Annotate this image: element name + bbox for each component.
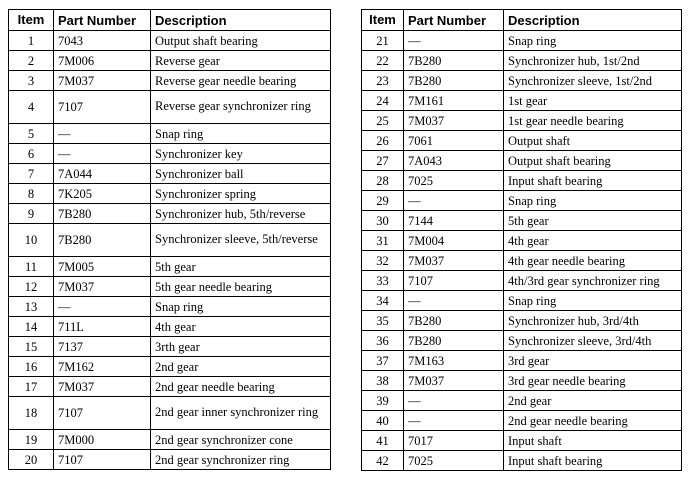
item-number-cell: 4 — [9, 91, 54, 124]
description-cell: Snap ring — [151, 297, 331, 317]
item-number-cell: 20 — [9, 450, 54, 470]
description-cell: Snap ring — [504, 31, 682, 51]
description-cell: 3rd gear needle bearing — [504, 371, 682, 391]
item-number-cell: 11 — [9, 257, 54, 277]
description-cell: 5th gear needle bearing — [151, 277, 331, 297]
table-row — [9, 124, 331, 144]
part-number-cell: 7M005 — [54, 257, 151, 277]
description-cell: Synchronizer sleeve, 1st/2nd — [504, 71, 682, 91]
item-number-cell: 35 — [362, 311, 404, 331]
item-number-cell: 1 — [9, 31, 54, 51]
part-number-cell: 7B280 — [404, 331, 504, 351]
description-cell: 2nd gear needle bearing — [151, 377, 331, 397]
part-number-cell: 711L — [54, 317, 151, 337]
description-cell: Reverse gear — [151, 51, 331, 71]
item-number-cell: 17 — [9, 377, 54, 397]
item-number-cell: 38 — [362, 371, 404, 391]
description-cell: Output shaft bearing — [504, 151, 682, 171]
description-cell: 3rth gear — [151, 337, 331, 357]
parts-table-right — [361, 9, 682, 471]
table-row — [9, 317, 331, 337]
part-number-cell: — — [404, 391, 504, 411]
item-number-cell: 13 — [9, 297, 54, 317]
description-cell: 1st gear needle bearing — [504, 111, 682, 131]
part-number-cell: 7061 — [404, 131, 504, 151]
table-row — [9, 297, 331, 317]
table-row — [9, 31, 331, 51]
part-number-cell: 7025 — [404, 451, 504, 471]
table-row — [9, 357, 331, 377]
table-row — [362, 211, 682, 231]
table-row — [9, 377, 331, 397]
description-cell: 2nd gear synchronizer cone — [151, 430, 331, 450]
table-row — [9, 430, 331, 450]
item-number-cell: 33 — [362, 271, 404, 291]
table-row — [362, 151, 682, 171]
column-header-item: Item — [9, 10, 54, 31]
part-number-cell: 7K205 — [54, 184, 151, 204]
item-number-cell: 32 — [362, 251, 404, 271]
table-row — [362, 431, 682, 451]
table-row — [9, 204, 331, 224]
description-cell: 5th gear — [151, 257, 331, 277]
parts-table-left — [8, 9, 331, 470]
part-number-cell: — — [404, 191, 504, 211]
column-header-description: Description — [151, 10, 331, 31]
description-cell: Synchronizer hub, 5th/reverse — [151, 204, 331, 224]
column-header-description: Description — [504, 10, 682, 31]
table-row — [362, 31, 682, 51]
part-number-cell: 7M037 — [54, 277, 151, 297]
description-cell: 3rd gear — [504, 351, 682, 371]
part-number-cell: 7107 — [54, 450, 151, 470]
description-cell: Input shaft bearing — [504, 171, 682, 191]
table-row — [9, 450, 331, 470]
part-number-cell: 7B280 — [54, 204, 151, 224]
item-number-cell: 29 — [362, 191, 404, 211]
column-header-item: Item — [362, 10, 404, 31]
table-row — [362, 351, 682, 371]
description-cell: 2nd gear — [504, 391, 682, 411]
table-row — [9, 184, 331, 204]
table-row — [362, 331, 682, 351]
description-cell: 2nd gear needle bearing — [504, 411, 682, 431]
part-number-cell: 7M037 — [404, 371, 504, 391]
item-number-cell: 34 — [362, 291, 404, 311]
item-number-cell: 14 — [9, 317, 54, 337]
table-row — [362, 371, 682, 391]
item-number-cell: 3 — [9, 71, 54, 91]
item-number-cell: 7 — [9, 164, 54, 184]
description-cell: 1st gear — [504, 91, 682, 111]
table-row — [9, 164, 331, 184]
table-row — [362, 71, 682, 91]
part-number-cell: 7107 — [54, 91, 151, 124]
item-number-cell: 9 — [9, 204, 54, 224]
item-number-cell: 30 — [362, 211, 404, 231]
part-number-cell: — — [404, 291, 504, 311]
part-number-cell: 7B280 — [54, 224, 151, 257]
table-row — [362, 271, 682, 291]
table-row — [362, 131, 682, 151]
part-number-cell: — — [404, 411, 504, 431]
parts-table-right-body — [362, 31, 682, 471]
part-number-cell: 7M163 — [404, 351, 504, 371]
table-header-row — [362, 10, 682, 31]
part-number-cell: 7B280 — [404, 311, 504, 331]
item-number-cell: 22 — [362, 51, 404, 71]
item-number-cell: 39 — [362, 391, 404, 411]
part-number-cell: 7137 — [54, 337, 151, 357]
description-cell: Reverse gear synchronizer ring — [151, 91, 331, 124]
item-number-cell: 40 — [362, 411, 404, 431]
description-cell: Synchronizer sleeve, 3rd/4th — [504, 331, 682, 351]
item-number-cell: 18 — [9, 397, 54, 430]
part-number-cell: 7B280 — [404, 51, 504, 71]
item-number-cell: 10 — [9, 224, 54, 257]
part-number-cell: 7M037 — [54, 71, 151, 91]
part-number-cell: 7107 — [54, 397, 151, 430]
description-cell: Output shaft bearing — [151, 31, 331, 51]
item-number-cell: 26 — [362, 131, 404, 151]
table-row — [9, 91, 331, 124]
part-number-cell: 7M037 — [404, 251, 504, 271]
table-row — [9, 224, 331, 257]
description-cell: 2nd gear synchronizer ring — [151, 450, 331, 470]
part-number-cell: 7M000 — [54, 430, 151, 450]
part-number-cell: — — [54, 124, 151, 144]
description-cell: 4th/3rd gear synchronizer ring — [504, 271, 682, 291]
table-row — [9, 277, 331, 297]
part-number-cell: 7025 — [404, 171, 504, 191]
description-cell: Snap ring — [504, 291, 682, 311]
description-cell: Synchronizer key — [151, 144, 331, 164]
description-cell: Synchronizer hub, 3rd/4th — [504, 311, 682, 331]
parts-table-left-body — [9, 31, 331, 470]
table-row — [362, 411, 682, 431]
column-header-part-number: Part Number — [404, 10, 504, 31]
item-number-cell: 28 — [362, 171, 404, 191]
table-row — [362, 451, 682, 471]
description-cell: 2nd gear — [151, 357, 331, 377]
item-number-cell: 25 — [362, 111, 404, 131]
description-cell: 4th gear — [504, 231, 682, 251]
part-number-cell: 7043 — [54, 31, 151, 51]
table-row — [9, 257, 331, 277]
item-number-cell: 37 — [362, 351, 404, 371]
part-number-cell: 7M162 — [54, 357, 151, 377]
part-number-cell: 7107 — [404, 271, 504, 291]
table-row — [9, 337, 331, 357]
table-row — [362, 191, 682, 211]
part-number-cell: — — [54, 297, 151, 317]
table-row — [9, 144, 331, 164]
item-number-cell: 27 — [362, 151, 404, 171]
part-number-cell: 7M037 — [404, 111, 504, 131]
item-number-cell: 16 — [9, 357, 54, 377]
item-number-cell: 8 — [9, 184, 54, 204]
part-number-cell: 7B280 — [404, 71, 504, 91]
description-cell: Reverse gear needle bearing — [151, 71, 331, 91]
column-header-part-number: Part Number — [54, 10, 151, 31]
part-number-cell: 7144 — [404, 211, 504, 231]
table-row — [362, 171, 682, 191]
part-number-cell: 7017 — [404, 431, 504, 451]
item-number-cell: 41 — [362, 431, 404, 451]
description-cell: Input shaft bearing — [504, 451, 682, 471]
part-number-cell: 7A044 — [54, 164, 151, 184]
table-row — [362, 51, 682, 71]
part-number-cell: 7A043 — [404, 151, 504, 171]
item-number-cell: 12 — [9, 277, 54, 297]
description-cell: Synchronizer sleeve, 5th/reverse — [151, 224, 331, 257]
table-row — [362, 291, 682, 311]
description-cell: 2nd gear inner synchronizer ring — [151, 397, 331, 430]
description-cell: 4th gear — [151, 317, 331, 337]
part-number-cell: 7M006 — [54, 51, 151, 71]
item-number-cell: 5 — [9, 124, 54, 144]
item-number-cell: 24 — [362, 91, 404, 111]
item-number-cell: 15 — [9, 337, 54, 357]
description-cell: Synchronizer ball — [151, 164, 331, 184]
table-row — [362, 311, 682, 331]
item-number-cell: 2 — [9, 51, 54, 71]
part-number-cell: 7M161 — [404, 91, 504, 111]
table-row — [362, 251, 682, 271]
table-row — [9, 51, 331, 71]
table-row — [362, 391, 682, 411]
part-number-cell: 7M037 — [54, 377, 151, 397]
description-cell: 4th gear needle bearing — [504, 251, 682, 271]
item-number-cell: 6 — [9, 144, 54, 164]
item-number-cell: 21 — [362, 31, 404, 51]
part-number-cell: — — [54, 144, 151, 164]
part-number-cell: 7M004 — [404, 231, 504, 251]
description-cell: Synchronizer hub, 1st/2nd — [504, 51, 682, 71]
table-row — [362, 231, 682, 251]
description-cell: Input shaft — [504, 431, 682, 451]
item-number-cell: 36 — [362, 331, 404, 351]
item-number-cell: 23 — [362, 71, 404, 91]
table-header-row — [9, 10, 331, 31]
description-cell: Synchronizer spring — [151, 184, 331, 204]
part-number-cell: — — [404, 31, 504, 51]
description-cell: Snap ring — [151, 124, 331, 144]
table-row — [362, 91, 682, 111]
description-cell: Output shaft — [504, 131, 682, 151]
item-number-cell: 19 — [9, 430, 54, 450]
table-row — [362, 111, 682, 131]
description-cell: Snap ring — [504, 191, 682, 211]
item-number-cell: 31 — [362, 231, 404, 251]
item-number-cell: 42 — [362, 451, 404, 471]
description-cell: 5th gear — [504, 211, 682, 231]
table-row — [9, 71, 331, 91]
table-row — [9, 397, 331, 430]
